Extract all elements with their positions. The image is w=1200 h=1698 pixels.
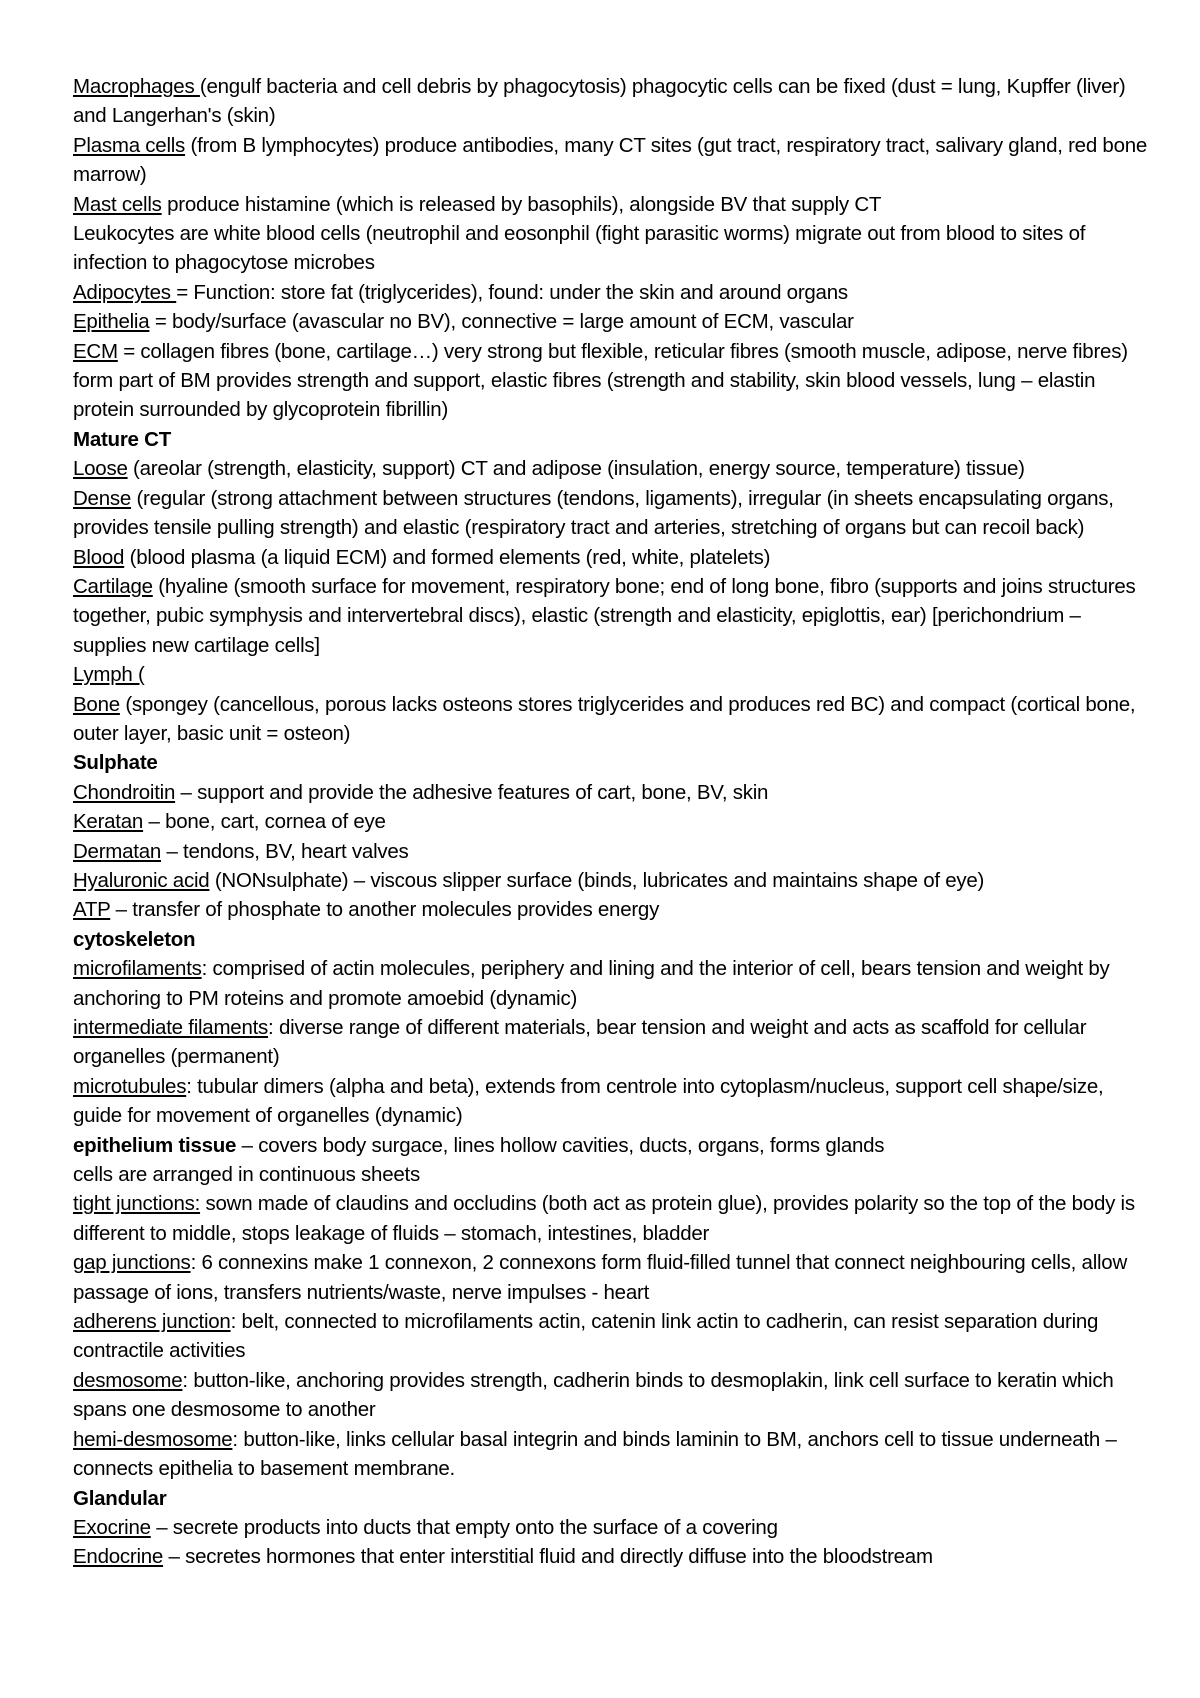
underlined-term: Lymph ( — [73, 663, 145, 687]
note-entry — [73, 954, 1148, 1013]
note-entry — [73, 866, 1148, 895]
note-entry — [73, 454, 1148, 483]
note-entry — [73, 690, 1148, 749]
underlined-term: ECM — [73, 339, 118, 363]
section-heading: cytoskeleton — [73, 927, 196, 951]
section-heading: Mature CT — [73, 427, 171, 451]
note-text: (hyaline (smooth surface for movement, respiratory bone; end of long bone, fibro (supports and joins structures together, pubic symphysis and intervertebral discs), elastic (strength and elasticity, epiglottis, ear) [perichondrium – supplies new cartilage cells] — [73, 574, 1136, 657]
note-entry — [73, 807, 1148, 836]
underlined-term: Loose — [73, 457, 128, 481]
note-entry — [73, 131, 1148, 190]
note-entry — [73, 660, 1148, 689]
underlined-term: intermediate filaments — [73, 1016, 269, 1039]
underlined-term: Adipocytes — [73, 280, 177, 304]
note-text: : button-like, anchoring provides strength, cadherin binds to desmoplakin, link cell surface to keratin which spans one desmosome to another — [73, 1368, 1114, 1422]
note-entry — [73, 1366, 1148, 1425]
note-entry — [73, 307, 1148, 336]
section-heading: Glandular — [73, 1486, 167, 1510]
underlined-term: Chondroitin — [73, 780, 176, 804]
underlined-term: Exocrine — [73, 1515, 151, 1539]
note-text: = body/surface (avascular no BV), connective = large amount of ECM, vascular — [149, 310, 854, 334]
note-entry — [73, 837, 1148, 866]
note-entry — [73, 778, 1148, 807]
note-entry — [73, 1013, 1148, 1072]
notes-page — [73, 72, 1148, 1572]
underlined-term: tight junctions: — [73, 1192, 201, 1216]
bold-lead-term: epithelium tissue — [73, 1133, 237, 1157]
note-paragraph: Leukocytes are white blood cells (neutrophil and eosonphil (fight parasitic worms) migrate out from blood to sites of infection to phagocytose microbes — [73, 222, 1086, 275]
note-text: : 6 connexins make 1 connexon, 2 connexons form fluid-filled tunnel that connect neighbouring cells, allow passage of ions, transfers nutrients/waste, nerve impulses - heart — [73, 1251, 1128, 1304]
note-entry — [73, 1425, 1148, 1484]
note-text: (areolar (strength, elasticity, support) CT and adipose (insulation, energy source, temperature) tissue) — [127, 457, 1025, 481]
note-text: : comprised of actin molecules, periphery and lining and the interior of cell, bears tension and weight by anchoring to PM roteins and promote amoebid (dynamic) — [73, 957, 1110, 1010]
underlined-term: ATP — [73, 898, 111, 922]
note-text: produce histamine (which is released by basophils), alongside BV that supply CT — [161, 192, 882, 216]
note-text: (NONsulphate) – viscous slipper surface (binds, lubricates and maintains shape of eye) — [209, 868, 985, 892]
underlined-term: Mast cells — [73, 192, 162, 216]
note-entry — [73, 543, 1148, 572]
underlined-term: Macrophages — [73, 75, 200, 98]
note-paragraph — [73, 1131, 1148, 1160]
note-text: (spongey (cancellous, porous lacks osteons stores triglycerides and produces red BC) and compact (cortical bone, outer layer, basic unit = osteon) — [73, 692, 1136, 745]
underlined-term: desmosome — [73, 1368, 183, 1392]
note-entry — [73, 278, 1148, 307]
underlined-term: Keratan — [73, 810, 144, 834]
note-text: – tendons, BV, heart valves — [161, 839, 409, 863]
underlined-term: Hyaluronic acid — [73, 868, 210, 892]
note-text: : button-like, links cellular basal integrin and binds laminin to BM, anchors cell to tissue underneath – connects epithelia to basement membrane. — [73, 1427, 1117, 1481]
underlined-term: adherens junction — [73, 1310, 231, 1334]
note-text: – bone, cart, cornea of eye — [143, 810, 386, 834]
note-entry — [73, 1248, 1148, 1307]
underlined-term: Dense — [73, 486, 132, 510]
note-paragraph: cells are arranged in continuous sheets — [73, 1163, 420, 1187]
note-text: : tubular dimers (alpha and beta), extends from centrole into cytoplasm/nucleus, support cell shape/size, guide for movement of organelles (dynamic) — [73, 1074, 1104, 1128]
underlined-term: microtubules — [73, 1074, 187, 1098]
note-entry — [73, 895, 1148, 924]
note-entry — [73, 1542, 1148, 1571]
note-text: – covers body surgace, lines hollow cavities, ducts, organs, forms glands — [236, 1133, 885, 1157]
underlined-term: Dermatan — [73, 839, 162, 863]
note-text: : diverse range of different materials, bear tension and weight and acts as scaffold for cellular organelles (permanent) — [73, 1016, 1087, 1069]
note-text: = Function: store fat (triglycerides), found: under the skin and around organs — [176, 280, 848, 304]
underlined-term: Plasma cells — [73, 133, 186, 157]
note-text: : belt, connected to microfilaments actin, catenin link actin to cadherin, can resist separation during contractile activities — [73, 1310, 1099, 1363]
note-text: (from B lymphocytes) produce antibodies, many CT sites (gut tract, respiratory tract, salivary gland, red bone marrow) — [73, 133, 1148, 187]
underlined-term: Endocrine — [73, 1545, 164, 1569]
note-text: – secrete products into ducts that empty onto the surface of a covering — [150, 1515, 778, 1539]
underlined-term: microfilaments — [73, 957, 202, 981]
note-entry — [73, 572, 1148, 660]
note-entry — [73, 1513, 1148, 1542]
section-heading: Sulphate — [73, 751, 158, 775]
note-text: sown made of claudins and occludins (both act as protein glue), provides polarity so the top of the body is different to middle, stops leakage of fluids – stomach, intestines, bladder — [73, 1192, 1135, 1245]
note-entry — [73, 1189, 1148, 1248]
note-entry — [73, 1307, 1148, 1366]
note-entry — [73, 1072, 1148, 1131]
underlined-term: gap junctions — [73, 1251, 191, 1275]
note-text: (regular (strong attachment between structures (tendons, ligaments), irregular (in sheets encapsulating organs, provides tensile pulling strength) and elastic (respiratory tract and arteries, stretching of organs but can recoil back) — [73, 486, 1114, 540]
note-text: – transfer of phosphate to another molecules provides energy — [110, 898, 660, 922]
underlined-term: Blood — [73, 545, 125, 569]
underlined-term: Bone — [73, 692, 120, 716]
underlined-term: Cartilage — [73, 574, 153, 598]
note-entry — [73, 190, 1148, 219]
note-text: – secretes hormones that enter interstitial fluid and directly diffuse into the bloodstream — [163, 1545, 933, 1569]
note-text: (blood plasma (a liquid ECM) and formed elements (red, white, platelets) — [124, 545, 771, 569]
note-text: = collagen fibres (bone, cartilage…) very strong but flexible, reticular fibres (smooth muscle, adipose, nerve fibres) form part of BM provides strength and support, elastic fibres (strength and stability, skin blood vessels, lung – elastin protein surrounded by glycoprotein fibrillin) — [73, 339, 1128, 422]
note-text: – support and provide the adhesive features of cart, bone, BV, skin — [175, 780, 769, 804]
note-entry — [73, 72, 1148, 131]
note-entry — [73, 337, 1148, 425]
underlined-term: hemi-desmosome — [73, 1427, 233, 1451]
underlined-term: Epithelia — [73, 310, 150, 334]
note-text: (engulf bacteria and cell debris by phagocytosis) phagocytic cells can be fixed (dust = lung, Kupffer (liver) and Langerhan's (skin) — [73, 75, 1126, 128]
note-entry — [73, 484, 1148, 543]
